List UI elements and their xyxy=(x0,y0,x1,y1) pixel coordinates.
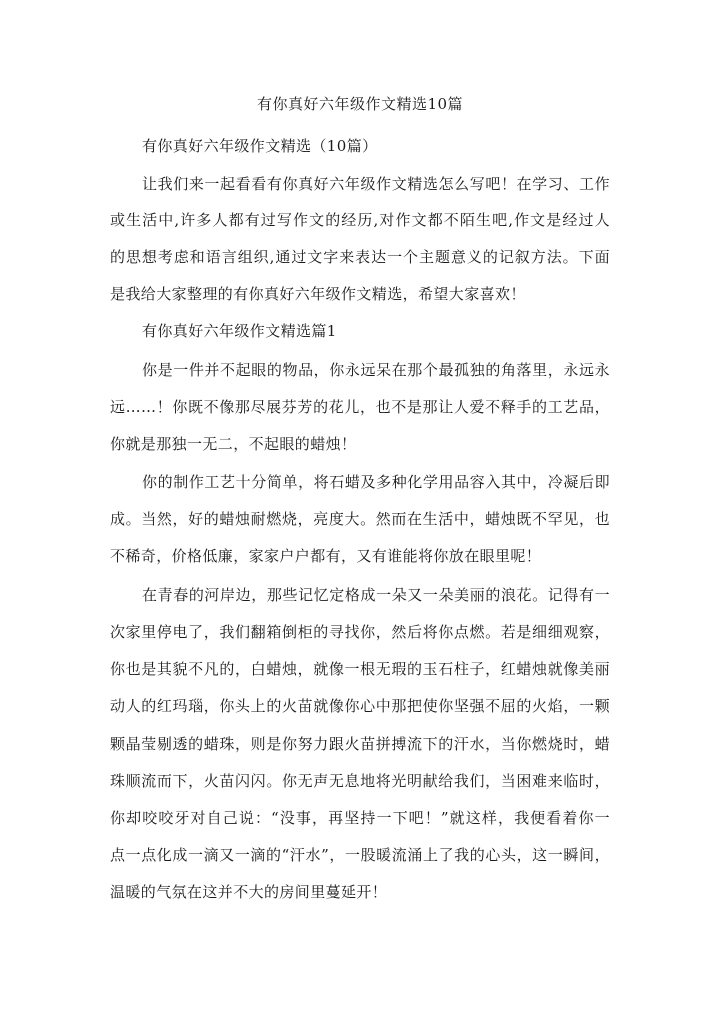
intro-line: 是我给大家整理的有你真好六年级作文精选，希望大家喜欢！ xyxy=(110,285,526,303)
paragraph-line: 动人的红玛瑙，你头上的火苗就像你心中那把使你坚强不屈的火焰，一颗 xyxy=(110,697,610,715)
paragraph-line: 点一点化成一滴又一滴的“汗水”，一股暖流涌上了我的心头，这一瞬间， xyxy=(110,846,610,864)
paragraph-line: 温暖的气氛在这并不大的房间里蔓延开！ xyxy=(110,883,388,901)
paragraph-line: 珠顺流而下，火苗闪闪。你无声无息地将光明献给我们，当困难来临时， xyxy=(110,772,610,790)
paragraph-line: 成。当然，好的蜡烛耐燃烧，亮度大。然而在生活中，蜡烛既不罕见，也 xyxy=(110,510,610,528)
intro-line: 的思想考虑和语言组织,通过文字来表达一个主题意义的记叙方法。下面 xyxy=(110,248,610,266)
paragraph-line: 不稀奇，价格低廉，家家户户都有，又有谁能将你放在眼里呢！ xyxy=(110,547,542,565)
section-heading: 有你真好六年级作文精选篇1 xyxy=(142,322,337,340)
document-title: 有你真好六年级作文精选10篇 xyxy=(256,95,464,113)
paragraph-line: 你却咬咬牙对自己说：“没事，再坚持一下吧！”就这样，我便看着你一 xyxy=(110,809,610,827)
paragraph-line: 你就是那独一无二，不起眼的蜡烛！ xyxy=(110,435,357,453)
paragraph-line: 你是一件并不起眼的物品，你永远呆在那个最孤独的角落里，永远永 xyxy=(142,361,610,379)
paragraph-line: 远……！你既不像那尽展芬芳的花儿，也不是那让人爱不释手的工艺品， xyxy=(110,398,610,416)
paragraph-line: 你也是其貌不凡的，白蜡烛，就像一根无瑕的玉石柱子，红蜡烛就像美丽 xyxy=(110,660,610,678)
paragraph-line: 颗晶莹剔透的蜡珠，则是你努力跟火苗拼搏流下的汗水，当你燃烧时，蜡 xyxy=(110,735,610,753)
paragraph-line: 次家里停电了，我们翻箱倒柜的寻找你，然后将你点燃。若是细细观察， xyxy=(110,623,610,641)
paragraph-line: 你的制作工艺十分简单，将石蜡及多种化学用品容入其中，冷凝后即 xyxy=(142,473,610,491)
paragraph-line: 在青春的河岸边，那些记忆定格成一朵又一朵美丽的浪花。记得有一 xyxy=(142,586,610,604)
intro-line: 或生活中,许多人都有过写作文的经历,对作文都不陌生吧,作文是经过人 xyxy=(110,211,610,229)
document-subtitle: 有你真好六年级作文精选（10篇） xyxy=(142,137,378,155)
intro-line: 让我们来一起看看有你真好六年级作文精选怎么写吧！在学习、工作 xyxy=(142,175,610,193)
